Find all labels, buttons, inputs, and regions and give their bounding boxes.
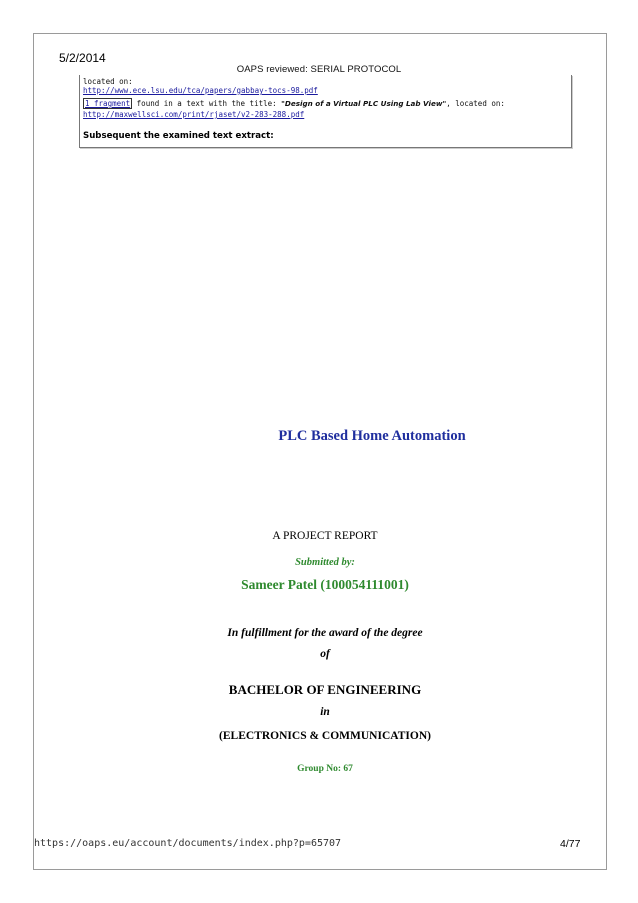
submitted-by-label: Submitted by: xyxy=(295,557,355,568)
degree-name: BACHELOR OF ENGINEERING xyxy=(228,682,422,697)
plagiarism-report-box xyxy=(79,75,572,148)
footer-url: https://oaps.eu/account/documents/index.php?p=65707 xyxy=(34,838,342,849)
fulfillment-text: In fulfillment for the award of the degree xyxy=(227,627,423,639)
header-date: 5/2/2014 xyxy=(59,51,106,65)
group-number: Group No: 67 xyxy=(297,764,353,774)
page-frame xyxy=(33,33,607,870)
subsequent-heading: Subsequent the examined text extract: xyxy=(83,131,274,141)
source-link-1[interactable]: http://www.ece.lsu.edu/tca/papers/gabbay-tocs-98.pdf xyxy=(83,86,318,95)
located-on-text: , located on: xyxy=(446,99,505,108)
report-type: A PROJECT REPORT xyxy=(272,530,378,542)
source-link-2[interactable]: http://maxwellsci.com/print/rjaset/v2-283-288.pdf xyxy=(83,110,305,119)
page-number: 4/77 xyxy=(560,838,581,850)
header-title: OAPS reviewed: SERIAL PROTOCOL xyxy=(236,64,402,75)
branch-name: (ELECTRONICS & COMMUNICATION) xyxy=(219,730,431,742)
fragment-row xyxy=(83,99,505,108)
fragment-text: found in a text with the title: xyxy=(132,99,282,108)
document-title: PLC Based Home Automation xyxy=(278,428,466,444)
in-text: in xyxy=(320,706,330,718)
located-on-label: located on: xyxy=(83,77,133,86)
fragment-link[interactable]: 1 fragment xyxy=(85,99,131,108)
of-text: of xyxy=(320,648,330,660)
author-name: Sameer Patel (100054111001) xyxy=(241,577,409,592)
source-title: "Design of a Virtual PLC Using Lab View" xyxy=(281,99,447,108)
